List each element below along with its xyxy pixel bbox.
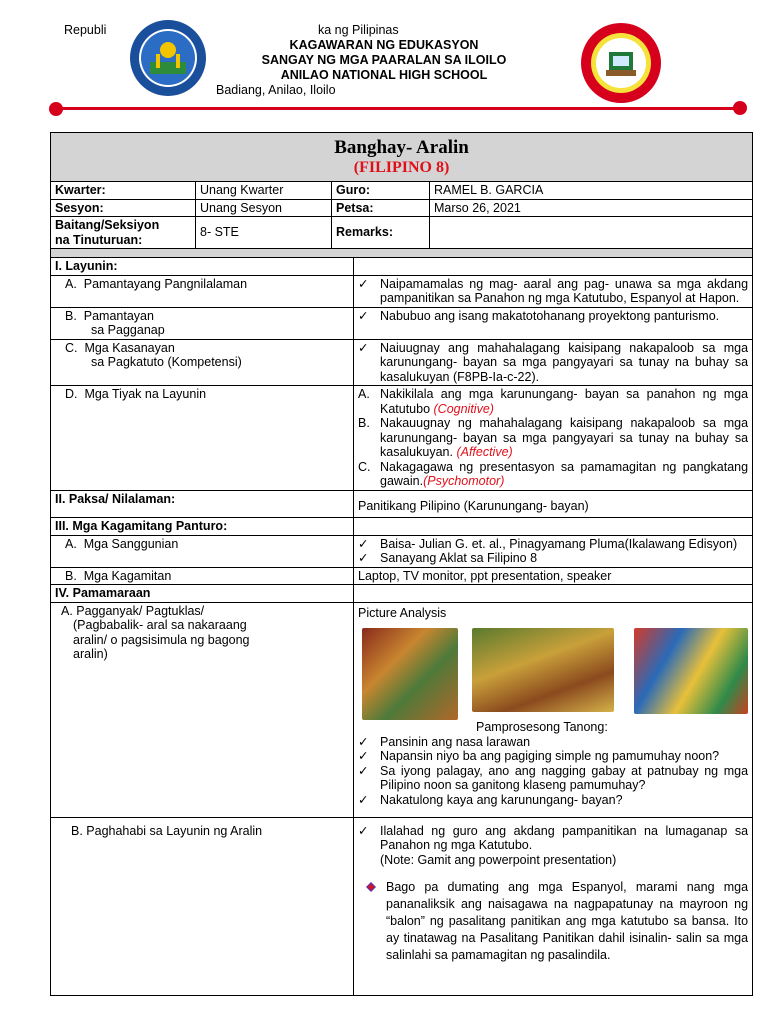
separator-cell xyxy=(51,249,753,258)
objective-text: Nakagagawa ng presentasyon sa pamamagitan ng pangkatang gawain. xyxy=(380,459,749,488)
sesyon-value: Unang Sesyon xyxy=(196,199,332,217)
kagamitan-b-label: B. Mga Kagamitan xyxy=(51,567,354,585)
layunin-b-cell xyxy=(354,307,753,339)
paghahabi-paragraph: Bago pa dumating ang mga Espanyol, marami nang mga pananaliksik ang naisagawa na nagpapatunay na mayroon ng “balon” ng pasalitang panitikan ang mga katutubo sa bansa. Ito ay tinatawag na Pasalitang Panitikan dahil isinalin- salin sa mga salinlahi sa pamamagitan ng pasalindila. xyxy=(386,880,749,962)
check-icon: ✓ xyxy=(358,340,369,355)
info-row-baitang xyxy=(51,217,753,249)
pamamaraan-b-label: B. Paghahabi sa Layunin ng Aralin xyxy=(51,817,354,995)
layunin-c-label-1: C. Mga Kasanayan xyxy=(65,340,175,355)
school-address: Badiang, Anilao, Iloilo xyxy=(216,83,336,97)
layunin-d-row xyxy=(51,386,753,491)
pamamaraan-a-cell xyxy=(354,602,753,817)
paksa-row xyxy=(51,490,753,518)
division-name: SANGAY NG MGA PAARALAN SA ILOILO xyxy=(261,53,507,67)
kagamitan-a-cell xyxy=(354,535,753,567)
check-item xyxy=(358,277,748,306)
info-row-kwarter xyxy=(51,182,753,200)
pamamaraan-heading: IV. Pamamaraan xyxy=(51,585,354,603)
kwarter-label: Kwarter: xyxy=(51,182,196,200)
picture-row xyxy=(362,628,748,720)
picture-analysis-title: Picture Analysis xyxy=(358,605,447,620)
layunin-c-row xyxy=(51,339,753,386)
remarks-label: Remarks: xyxy=(332,217,430,249)
layunin-c-cell xyxy=(354,339,753,386)
layunin-a-row xyxy=(51,275,753,307)
objective-domain: (Psychomotor) xyxy=(423,474,505,488)
republic-line-right: ka ng Pilipinas xyxy=(318,23,399,37)
check-icon: ✓ xyxy=(358,308,369,323)
header-rule xyxy=(56,107,740,110)
petsa-label: Petsa: xyxy=(332,199,430,217)
check-item xyxy=(358,537,748,552)
check-item xyxy=(358,341,748,385)
layunin-heading-blank xyxy=(354,258,753,276)
pamamaraan-a-label xyxy=(51,602,354,817)
objective-domain: (Cognitive) xyxy=(433,401,494,416)
sanggunian-1: Baisa- Julian G. et. al., Pinagyamang Pluma(Ikalawang Edisyon) xyxy=(380,536,738,551)
pamamaraan-a-label-4: aralin) xyxy=(73,647,108,661)
paghahabi-note: (Note: Gamit ang powerpoint presentation) xyxy=(380,852,617,867)
layunin-heading: I. Layunin: xyxy=(51,258,354,276)
pamamaraan-b-row xyxy=(51,817,753,995)
kagamitan-a-row xyxy=(51,535,753,567)
kagamitan-a-label: A. Mga Sanggunian xyxy=(51,535,354,567)
pamamaraan-a-label-3: aralin/ o pagsisimula ng bagong xyxy=(73,632,250,647)
paghahabi-text: Ilalahad ng guro ang akdang pampanitikan na lumaganap sa Panahon ng mga Katutubo. xyxy=(380,823,749,852)
check-item xyxy=(358,551,748,566)
check-icon: ✓ xyxy=(358,792,369,807)
layunin-c-label xyxy=(51,339,354,386)
baitang-label-line-2: na Tinuturuan: xyxy=(55,232,143,247)
objective-domain: (Affective) xyxy=(456,445,513,459)
question-text: Sa iyong palagay, ano ang nagging gabay at patnubay ng mga Pilipino noon sa ganitong klaseng pamumuhay? xyxy=(380,763,749,792)
plan-title: Banghay- Aralin xyxy=(334,137,469,158)
remarks-value xyxy=(430,217,753,249)
question-item xyxy=(358,793,748,808)
layunin-c-text: Naiuugnay ang mahahalagang kaisipang nakapaloob sa mga karunungang- bayan sa mga pangyayari sa tunay na buhay sa kasalukuyan (F8PB-Ia-c-22). xyxy=(380,340,749,384)
school-name: ANILAO NATIONAL HIGH SCHOOL xyxy=(280,68,488,82)
plan-subject: (FILIPINO 8) xyxy=(353,159,450,176)
info-row-sesyon xyxy=(51,199,753,217)
pamamaraan-b-cell xyxy=(354,817,753,995)
question-text: Nakatulong kaya ang karunungang- bayan? xyxy=(380,792,623,807)
layunin-d-cell xyxy=(354,386,753,491)
baitang-label-line-1: Baitang/Seksiyon xyxy=(55,218,160,232)
sesyon-label: Sesyon: xyxy=(51,199,196,217)
folk-painting-picture xyxy=(634,628,748,714)
kagamitan-heading-blank xyxy=(354,518,753,536)
question-text: Pansinin ang nasa larawan xyxy=(380,734,531,749)
guro-value: RAMEL B. GARCIA xyxy=(430,182,753,200)
objective-letter: A. xyxy=(358,387,370,401)
check-item xyxy=(358,824,748,853)
baitang-label xyxy=(51,217,196,249)
layunin-b-row xyxy=(51,307,753,339)
layunin-a-text: Naipamamalas ng mag- aaral ang pag- unawa sa mga akdang pampanitikan sa Panahon ng mga Katutubo, Espanyol at Hapon. xyxy=(380,276,749,305)
objective-item xyxy=(358,460,748,489)
kagamitan-b-row xyxy=(51,567,753,585)
check-icon: ✓ xyxy=(358,276,369,291)
kagamitan-b-text: Laptop, TV monitor, ppt presentation, speaker xyxy=(354,567,753,585)
school-seal-icon xyxy=(580,22,662,104)
pamamaraan-a-row xyxy=(51,602,753,817)
diamond-bullet-icon xyxy=(366,879,378,964)
question-item xyxy=(358,735,748,750)
layunin-b-text: Nabubuo ang isang makatotohanang proyektong panturismo. xyxy=(380,308,720,323)
check-item xyxy=(358,309,748,324)
republic-line-left: Republi xyxy=(64,23,107,37)
check-icon: ✓ xyxy=(358,734,369,749)
paghahabi-paragraph-block xyxy=(366,879,748,964)
layunin-b-label-2: sa Pagganap xyxy=(91,323,165,337)
petsa-value: Marso 26, 2021 xyxy=(430,199,753,217)
layunin-d-label: D. Mga Tiyak na Layunin xyxy=(51,386,354,491)
questions-title: Pamprosesong Tanong: xyxy=(476,720,608,734)
lesson-plan-table xyxy=(50,132,753,996)
check-icon: ✓ xyxy=(358,823,369,838)
pamamaraan-a-label-2: (Pagbabalik- aral sa nakaraang xyxy=(73,618,247,632)
check-icon: ✓ xyxy=(358,551,369,565)
layunin-a-label: A. Pamantayang Pangnilalaman xyxy=(51,275,354,307)
deped-seal-icon xyxy=(128,18,208,98)
paksa-heading: II. Paksa/ Nilalaman: xyxy=(51,490,354,518)
question-text: Napansin niyo ba ang pagiging simple ng pamumuhay noon? xyxy=(380,749,720,763)
kagamitan-heading-row xyxy=(51,518,753,536)
pamamaraan-a-label-1: A. Pagganyak/ Pagtuklas/ xyxy=(61,603,205,618)
objective-item xyxy=(358,387,748,416)
pamamaraan-heading-blank xyxy=(354,585,753,603)
pamamaraan-heading-row xyxy=(51,585,753,603)
rule-right-dot xyxy=(733,101,747,115)
question-item xyxy=(358,749,748,764)
department-name: KAGAWARAN NG EDUKASYON xyxy=(289,38,479,52)
objective-letter: C. xyxy=(358,459,371,474)
market-painting-picture xyxy=(472,628,614,712)
objective-text: Nakauugnay ng mahahalagang kaisipang nakapaloob sa mga karunungang- bayan sa mga pangyayari sa tunay na buhay sa kasalukuyan. xyxy=(380,416,749,459)
kwarter-value: Unang Kwarter xyxy=(196,182,332,200)
objective-letter: B. xyxy=(358,416,370,430)
paksa-text: Panitikang Pilipino (Karunungang- bayan) xyxy=(354,490,753,518)
objective-item xyxy=(358,416,748,460)
layunin-b-label-1: B. Pamantayan xyxy=(65,308,154,323)
kagamitan-heading: III. Mga Kagamitang Panturo: xyxy=(51,518,354,536)
objective-text: Nakikilala ang mga karunungang- bayan sa panahon ng mga Katutubo xyxy=(380,387,749,416)
baitang-value: 8- STE xyxy=(196,217,332,249)
layunin-heading-row xyxy=(51,258,753,276)
sanggunian-2: Sanayang Aklat sa Filipino 8 xyxy=(380,551,538,565)
check-icon: ✓ xyxy=(358,763,369,778)
guro-label: Guro: xyxy=(332,182,430,200)
title-cell xyxy=(51,133,753,182)
layunin-a-cell xyxy=(354,275,753,307)
layunin-b-label xyxy=(51,307,354,339)
title-row xyxy=(51,133,753,182)
check-icon: ✓ xyxy=(358,749,369,763)
question-item xyxy=(358,764,748,793)
layunin-c-label-2: sa Pagkatuto (Kompetensi) xyxy=(91,355,242,369)
festival-picture xyxy=(362,628,458,720)
check-icon: ✓ xyxy=(358,536,369,551)
separator-row xyxy=(51,249,753,258)
